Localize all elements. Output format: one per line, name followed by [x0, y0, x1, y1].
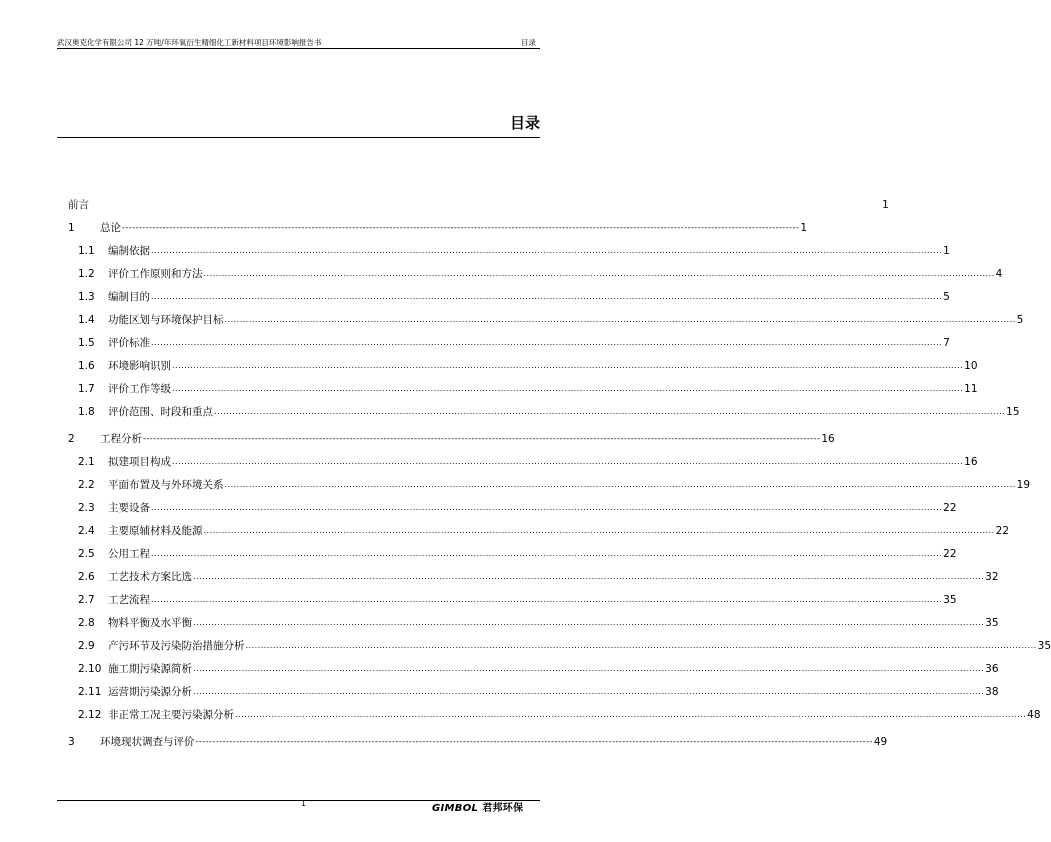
toc-entry-number: 2: [68, 433, 75, 445]
toc-entry-page: 22: [995, 525, 1010, 537]
toc-entry-label: 编制依据: [108, 245, 150, 257]
toc-dot-leader: ....................................................................................................................................................................................................................................................................: [193, 572, 985, 581]
toc-entry-number: 2.1: [78, 456, 95, 468]
toc-entry[interactable]: [68, 396, 1020, 419]
header-document-title: 武汉奥克化学有限公司 12 万吨/年环氧衍生精细化工新材料项目环境影响报告书: [57, 38, 322, 47]
toc-entry[interactable]: [68, 281, 950, 304]
toc-dot-leader: ....................................................................................................................................................................................................................................................................: [151, 246, 943, 255]
toc-entry-page: 5: [943, 291, 950, 303]
toc-dot-leader: ....................................................................................................................................................................................................................................................................: [193, 618, 985, 627]
toc-entry-number: 2.8: [78, 617, 95, 629]
toc-entry-label: 施工期污染源简析: [108, 663, 192, 675]
toc-entry[interactable]: [68, 235, 950, 258]
toc-entry[interactable]: [68, 304, 1024, 327]
toc-entry-number: 2.2: [78, 479, 95, 491]
toc-dot-leader: ....................................................................................................................................................................................................................................................................: [172, 384, 964, 393]
toc-entry-number: 2.3: [78, 502, 95, 514]
toc-entry[interactable]: [68, 446, 978, 469]
toc-entry-number: 2.7: [78, 594, 95, 606]
toc-dot-leader: --------------------------------------------------------------------------------------------------------------------------------------------------------------------------------------------------------: [195, 737, 873, 746]
toc-dot-leader: ....................................................................................................................................................................................................................................................................: [151, 338, 943, 347]
toc-entry-page: 10: [964, 360, 978, 372]
toc-entry-number: 2.11: [78, 686, 102, 698]
header-section-name: 目录: [521, 38, 536, 47]
toc-entry[interactable]: [68, 607, 999, 630]
toc-entry[interactable]: [68, 423, 835, 446]
toc-entry-page: 16: [964, 456, 978, 468]
toc-entry-label: 评价范围、时段和重点: [108, 406, 213, 418]
toc-dot-leader: ....................................................................................................................................................................................................................................................................: [203, 269, 995, 278]
toc-entry-label: 工艺技术方案比选: [108, 571, 192, 583]
toc-entry[interactable]: [68, 373, 978, 396]
toc-dot-leader: ....................................................................................................................................................................................................................................................................: [224, 315, 1016, 324]
toc-entry-label: 编制目的: [108, 291, 150, 303]
toc-entry-label: 总论: [100, 222, 121, 234]
toc-entry[interactable]: [68, 653, 999, 676]
toc-entry-page: 19: [1016, 479, 1031, 491]
toc-dot-leader: ....................................................................................................................................................................................................................................................................: [214, 407, 1006, 416]
toc-entry-label: 评价工作等级: [108, 383, 171, 395]
toc-dot-leader: ....................................................................................................................................................................................................................................................................: [193, 664, 985, 673]
toc-entry-label: 主要设备: [108, 502, 150, 514]
toc-dot-leader: ....................................................................................................................................................................................................................................................................: [151, 292, 943, 301]
toc-entry-page: 32: [985, 571, 999, 583]
toc-entry[interactable]: [68, 584, 957, 607]
toc-entry-number: 2.12: [78, 709, 102, 721]
toc-entry-page: 48: [1027, 709, 1041, 721]
toc-dot-leader: ....................................................................................................................................................................................................................................................................: [224, 480, 1016, 489]
toc-entry-number: 2.5: [78, 548, 95, 560]
toc-entry-page: 4: [995, 268, 1003, 280]
toc-entry[interactable]: [68, 189, 889, 212]
footer-page-number: 1: [301, 799, 307, 808]
toc-entry-page: 35: [1037, 640, 1051, 652]
toc-entry-label: 非正常工况主要污染源分析: [108, 709, 234, 721]
toc-entry-label: 平面布置及与外环境关系: [108, 479, 224, 491]
toc-dot-leader: --------------------------------------------------------------------------------------------------------------------------------------------------------------------------------------------------------: [143, 434, 821, 443]
toc-entry-page: 35: [943, 594, 957, 606]
toc-entry[interactable]: [68, 538, 957, 561]
toc-entry-page: 15: [1006, 406, 1020, 418]
toc-dot-leader: ....................................................................................................................................................................................................................................................................: [151, 549, 943, 558]
toc-entry[interactable]: [68, 630, 1051, 653]
toc-entry-label: 评价工作原则和方法: [108, 268, 203, 280]
toc-entry-number: 1.4: [78, 314, 95, 326]
toc-entry-number: 1.3: [78, 291, 95, 303]
table-of-contents: [68, 189, 1051, 749]
toc-entry[interactable]: [68, 699, 1041, 722]
logo-chinese-text: 君邦环保: [482, 803, 524, 814]
toc-dot-leader: [90, 198, 881, 212]
toc-entry-page: 5: [1016, 314, 1024, 326]
toc-entry-page: 22: [943, 502, 957, 514]
page-header: [57, 32, 540, 49]
toc-entry-label: 拟建项目构成: [108, 456, 171, 468]
toc-entry-label: 工程分析: [100, 433, 142, 445]
toc-dot-leader: ....................................................................................................................................................................................................................................................................: [203, 526, 995, 535]
toc-entry[interactable]: [68, 258, 1003, 281]
toc-entry[interactable]: [68, 350, 978, 373]
toc-dot-leader: ....................................................................................................................................................................................................................................................................: [172, 361, 964, 370]
toc-entry-page: 36: [985, 663, 999, 675]
toc-entry-page: 35: [985, 617, 999, 629]
toc-entry-label: 前言: [68, 199, 89, 211]
toc-entry-number: 1.8: [78, 406, 95, 418]
toc-entry-page: 22: [943, 548, 957, 560]
title-divider: [57, 137, 540, 138]
logo-latin-text: GIMBOL: [432, 803, 479, 814]
toc-entry-page: 7: [943, 337, 950, 349]
toc-entry-label: 环境现状调查与评价: [100, 736, 195, 748]
toc-entry-number: 2.9: [78, 640, 95, 652]
toc-entry-page: 16: [821, 433, 835, 445]
toc-entry-label: 环境影响识别: [108, 360, 171, 372]
toc-entry-number: 2.10: [78, 663, 102, 675]
toc-entry-label: 运营期污染源分析: [108, 686, 192, 698]
toc-entry-page: 11: [964, 383, 978, 395]
toc-entry-number: 2.4: [78, 525, 95, 537]
toc-entry-page: 49: [873, 736, 888, 748]
page-title: 目录: [509, 114, 540, 132]
toc-entry[interactable]: [68, 515, 1010, 538]
toc-entry-page: 1: [800, 222, 808, 234]
toc-entry-label: 功能区划与环境保护目标: [108, 314, 224, 326]
toc-entry-label: 物料平衡及水平衡: [108, 617, 192, 629]
toc-entry-number: 1.2: [78, 268, 95, 280]
toc-entry[interactable]: [68, 561, 999, 584]
toc-entry[interactable]: [68, 676, 999, 699]
toc-entry-number: 1: [68, 222, 75, 234]
toc-dot-leader: ....................................................................................................................................................................................................................................................................: [193, 687, 985, 696]
company-logo: [432, 799, 523, 814]
toc-entry-number: 1.1: [78, 245, 95, 257]
toc-entry-label: 产污环节及污染防治措施分析: [108, 640, 245, 652]
toc-dot-leader: ....................................................................................................................................................................................................................................................................: [151, 503, 943, 512]
toc-dot-leader: ....................................................................................................................................................................................................................................................................: [172, 457, 964, 466]
toc-entry-label: 主要原辅材料及能源: [108, 525, 203, 537]
toc-entry-page: 1: [943, 245, 950, 257]
toc-entry-label: 公用工程: [108, 548, 150, 560]
toc-entry-number: 1.5: [78, 337, 95, 349]
toc-entry-number: 1.6: [78, 360, 95, 372]
toc-dot-leader: ....................................................................................................................................................................................................................................................................: [151, 595, 943, 604]
toc-entry-number: 1.7: [78, 383, 95, 395]
toc-entry-number: 2.6: [78, 571, 95, 583]
toc-dot-leader: ....................................................................................................................................................................................................................................................................: [235, 710, 1027, 719]
toc-entry[interactable]: [68, 726, 888, 749]
toc-entry[interactable]: [68, 212, 808, 235]
toc-dot-leader: ....................................................................................................................................................................................................................................................................: [245, 641, 1037, 650]
toc-entry-label: 评价标准: [108, 337, 150, 349]
toc-entry[interactable]: [68, 327, 950, 350]
toc-dot-leader: --------------------------------------------------------------------------------------------------------------------------------------------------------------------------------------------------------: [122, 223, 800, 232]
toc-entry-page: 1: [882, 199, 889, 211]
toc-entry[interactable]: [68, 469, 1031, 492]
toc-entry-label: 工艺流程: [108, 594, 150, 606]
toc-entry[interactable]: [68, 492, 957, 515]
toc-entry-page: 38: [985, 686, 999, 698]
toc-entry-number: 3: [68, 736, 75, 748]
